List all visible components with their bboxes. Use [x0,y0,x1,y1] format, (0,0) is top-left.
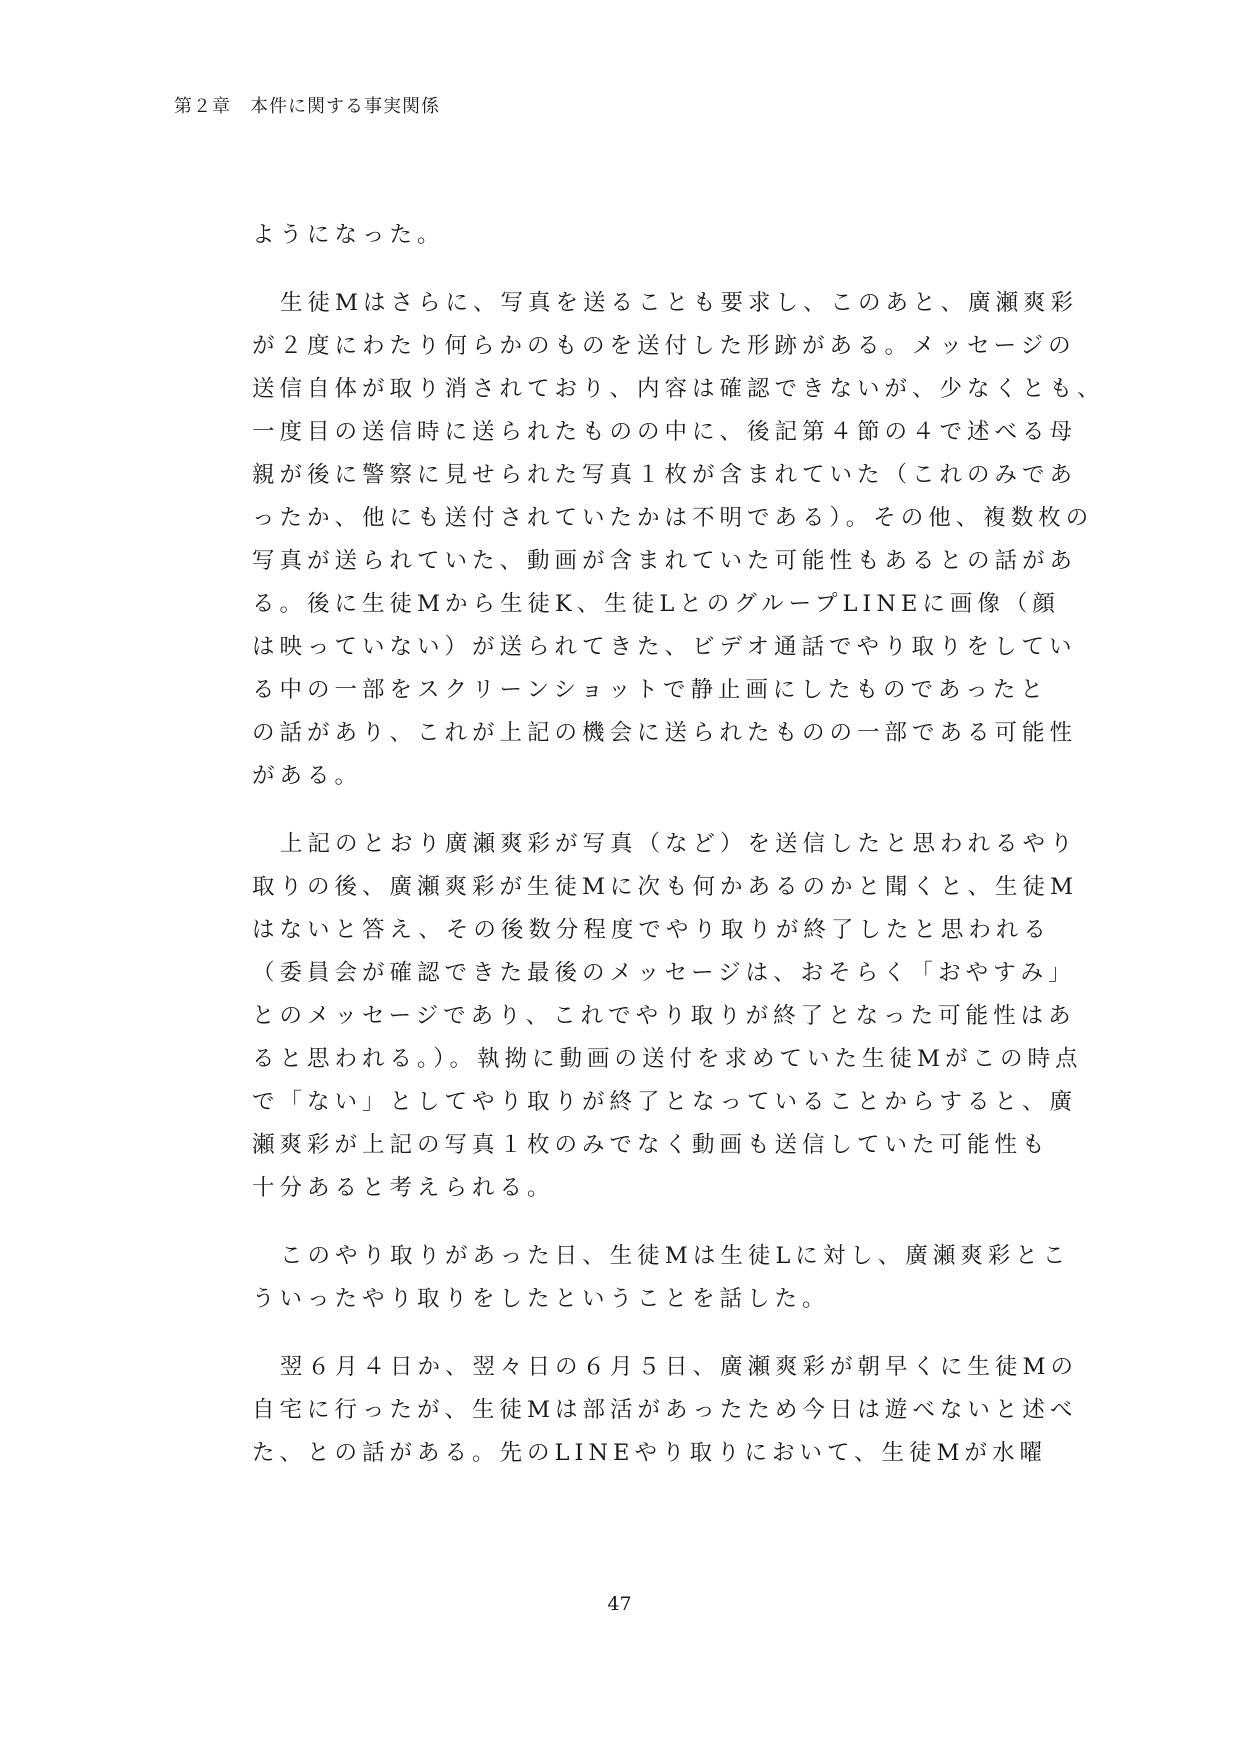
page-number: 47 [607,1593,632,1615]
text-line: の話があり、これが上記の機会に送られたものの一部である可能性 [252,720,1078,746]
text-line: ようになった。 [252,222,445,248]
paragraph-1 [252,214,1105,257]
text-line: 送信自体が取り消されており、内容は確認できないが、少なくとも、 [252,376,1105,402]
text-line: が２度にわたり何らかのものを送付した形跡がある。メッセージの [252,333,1076,359]
text-line: がある。 [252,763,363,789]
text-line: 自宅に行ったが、生徒Mは部活があったため今日は遊べないと述べ [252,1397,1078,1423]
text-line: は映っていない）が送られてきた、ビデオ通話でやり取りをしてい [252,634,1077,660]
text-line: 瀬爽彩が上記の写真１枚のみでなく動画も送信していた可能性も [252,1132,1050,1158]
page-body [252,214,1105,1475]
text-line: る中の一部をスクリーンショットで静止画にしたものであったと [252,677,1048,703]
text-line: このやり取りがあった日、生徒Mは生徒Lに対し、廣瀬爽彩とこ [280,1243,1071,1269]
text-line: 生徒Mはさらに、写真を送ることも要求し、このあと、廣瀬爽彩 [280,290,1079,316]
text-line: 翌６月４日か、翌々日の６月５日、廣瀬爽彩が朝早くに生徒Mの [280,1354,1079,1380]
text-line: ると思われる。）。執拗に動画の送付を求めていた生徒Mがこの時点 [252,1046,1083,1072]
text-line: （委員会が確認できた最後のメッセージは、おそらく「おやすみ」 [252,960,1076,986]
text-line: 十分あると考えられる。 [252,1175,555,1201]
paragraph-5 [252,1346,1105,1475]
paragraph-2 [252,282,1105,798]
chapter-header: 第２章 本件に関する事実関係 [174,96,440,117]
text-line: 上記のとおり廣瀬爽彩が写真（など）を送信したと思われるやり [280,831,1078,857]
text-line: 写真が送られていた、動画が含まれていた可能性もあるとの話があ [252,548,1078,574]
text-line: 取りの後、廣瀬爽彩が生徒Mに次も何かあるのかと聞くと、生徒M [252,874,1079,900]
text-line: ういったやり取りをしたということを話した。 [252,1286,830,1312]
text-line: 親が後に警察に見せられた写真１枚が含まれていた（これのみであ [252,462,1078,488]
paragraph-3 [252,823,1105,1210]
paragraph-4 [252,1235,1105,1321]
text-line: る。後に生徒Mから生徒K、生徒LとのグループLINEに画像（顔 [252,591,1060,617]
text-line: で「ない」としてやり取りが終了となっていることからすると、廣 [252,1089,1078,1115]
text-line: はないと答え、その後数分程度でやり取りが終了したと思われる [252,917,1051,943]
text-line: 一度目の送信時に送られたものの中に、後記第４節の４で述べる母 [252,419,1078,445]
text-line: とのメッセージであり、これでやり取りが終了となった可能性はあ [252,1003,1076,1029]
text-line: た、との話がある。先のLINEやり取りにおいて、生徒Mが水曜 [252,1440,1048,1466]
text-line: ったか、他にも送付されていたかは不明である）。その他、複数枚の [252,505,1094,531]
